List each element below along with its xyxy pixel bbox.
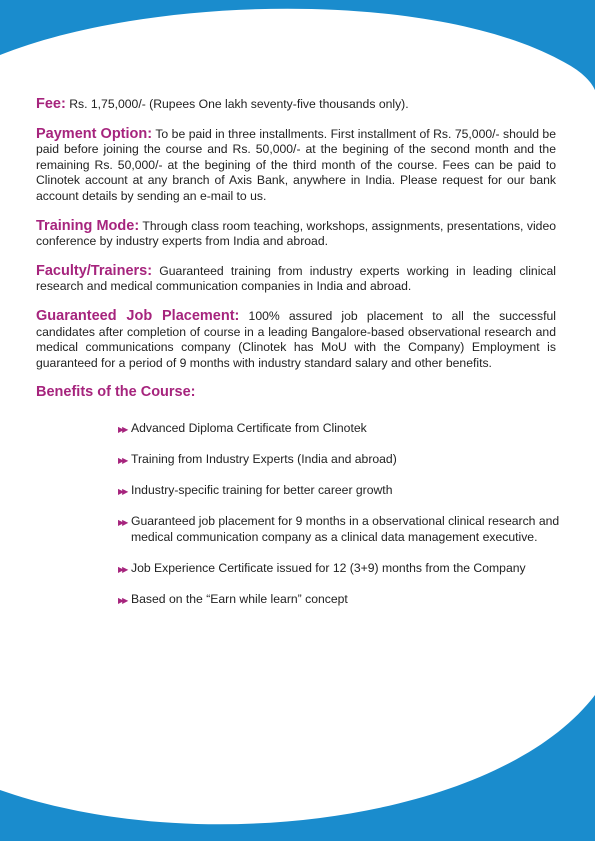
- double-chevron-right-icon: ▶▶: [118, 518, 127, 528]
- double-chevron-right-icon: ▶▶: [118, 564, 127, 574]
- job-placement-text: 100% assured job placement to all the successful candidates after completion of course in a leading Bangalore-based observational research and medical communications company (Clinotek has MoU with the Company) Employment is guaranteed for a period of 9 months with industry standard salary and other benefits.: [36, 308, 556, 370]
- training-mode-text: Through class room teaching, workshops, assignments, presentations, video conference by industry experts from India and abroad.: [36, 218, 557, 249]
- benefit-text: Guaranteed job placement for 9 months in a observational clinical research and medical communication company as a clinical data management executive.: [131, 514, 560, 544]
- benefit-text: Based on the “Earn while learn” concept: [131, 591, 348, 606]
- benefit-text: Industry-specific training for better career growth: [131, 483, 393, 498]
- job-placement-paragraph: [36, 309, 556, 371]
- double-chevron-right-icon: ▶▶: [118, 595, 127, 605]
- list-item: [118, 592, 568, 608]
- faculty-trainers-paragraph: [36, 264, 556, 295]
- payment-option-text: To be paid in three installments. First installment of Rs. 75,000/- should be paid before joining the course and Rs. 50,000/- at the begining of the second month and the remaining Rs. 50,000/- at the begining of the third month of the course. Fees can be paid to Clinotek account at any branch of Axis Bank, anywhere in India. Please request for our bank account details by sending an e-mail to us.: [36, 126, 556, 203]
- payment-option-label: Payment Option:: [36, 125, 153, 142]
- benefit-text: Advanced Diploma Certificate from Clinotek: [131, 420, 367, 435]
- list-item: [118, 514, 568, 545]
- benefits-heading: Benefits of the Course:: [36, 384, 196, 401]
- faculty-trainers-text: Guaranteed training from industry experts working in leading clinical research and medical communication companies in India and abroad.: [36, 263, 556, 294]
- benefits-list: [36, 421, 568, 608]
- training-mode-label: Training Mode:: [36, 217, 140, 234]
- payment-option-paragraph: [36, 127, 556, 205]
- fee-paragraph: [36, 97, 556, 113]
- page-content: [36, 96, 560, 623]
- job-placement-label: Guaranteed Job Placement:: [36, 307, 240, 324]
- double-chevron-right-icon: ▶▶: [118, 456, 127, 465]
- double-chevron-right-icon: ▶▶: [118, 487, 127, 497]
- list-item: [118, 452, 568, 468]
- list-item: [118, 483, 568, 499]
- list-item: [118, 561, 568, 577]
- training-mode-paragraph: [36, 219, 556, 250]
- list-item: [118, 421, 568, 437]
- faculty-trainers-label: Faculty/Trainers:: [36, 262, 153, 279]
- benefit-text: Training from Industry Experts (India and abroad): [131, 452, 397, 466]
- double-chevron-right-icon: ▶▶: [118, 424, 127, 434]
- fee-text: Rs. 1,75,000/- (Rupees One lakh seventy-five thousands only).: [69, 97, 409, 111]
- fee-label: Fee:: [36, 96, 66, 112]
- benefit-text: Job Experience Certificate issued for 12 (3+9) months from the Company: [131, 560, 526, 575]
